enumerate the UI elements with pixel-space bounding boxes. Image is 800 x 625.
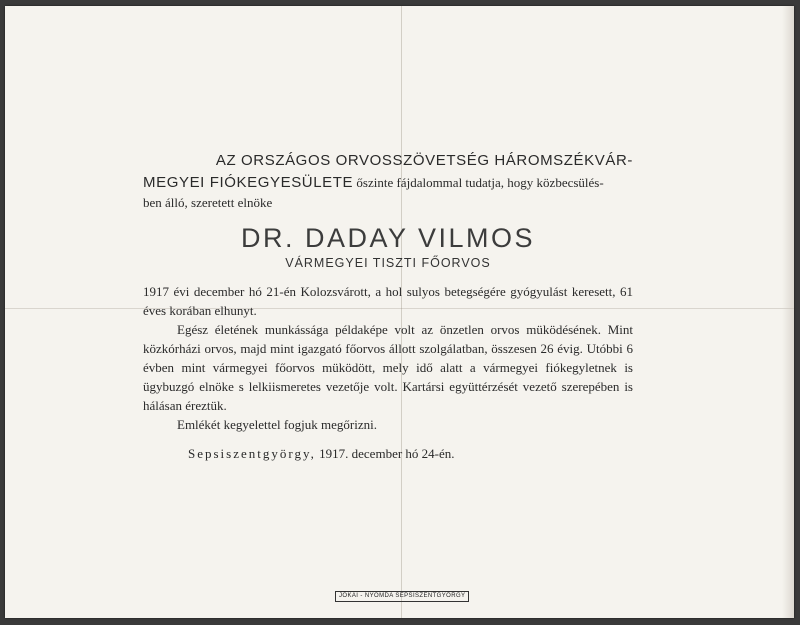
place-name: Sepsiszentgyörgy, — [188, 446, 316, 461]
deceased-title: VÁRMEGYEI TISZTI FŐORVOS — [285, 256, 491, 270]
printer-imprint: JÓKAI - NYOMDA SEPSISZENTGYÖRGY — [335, 591, 469, 602]
organization-line-1: AZ ORSZÁGOS ORVOSSZÖVETSÉG HÁROMSZÉKVÁR- — [215, 152, 633, 169]
paragraph-remembrance: Emlékét kegyelettel fogjuk megőrizni. — [177, 417, 377, 432]
obituary-text — [143, 150, 633, 462]
paper-edge-shadow — [782, 6, 794, 618]
organization-name-end: MEGYEI FIÓKEGYESÜLETE — [143, 174, 354, 191]
paragraph-career: Egész életének munkássága példaképe volt az önzetlen orvos müködésének. Mint közkórházi orvos, majd mint igazgató főorvos állott szolgálatban, összesen 26 évig. Utóbbi 6 évben mint vármegyei főorvos müködött, mely idő alatt a vármegyei fiókegyletnek is ügybuzgó elnöke s lelkiismeretes vezetője volt. Kartársi együttérzését vezető szerepében is hálásan éreztük. — [143, 322, 633, 413]
paragraph-death: 1917 évi december hó 21-én Kolozsvárott, a hol sulyos betegségére gyógyulást keresett, 61 éves korában elhunyt. — [143, 284, 633, 318]
intro-text: őszinte fájdalommal tudatja, hogy közbecsülés- — [353, 175, 604, 190]
date: 1917. december hó 24-én. — [315, 446, 455, 461]
organization-line-2 — [143, 172, 633, 194]
place-and-date — [188, 446, 633, 462]
deceased-name: DR. DADAY VILMOS — [240, 223, 536, 253]
intro-text-line-2: ben álló, szeretett elnöke — [143, 195, 273, 210]
